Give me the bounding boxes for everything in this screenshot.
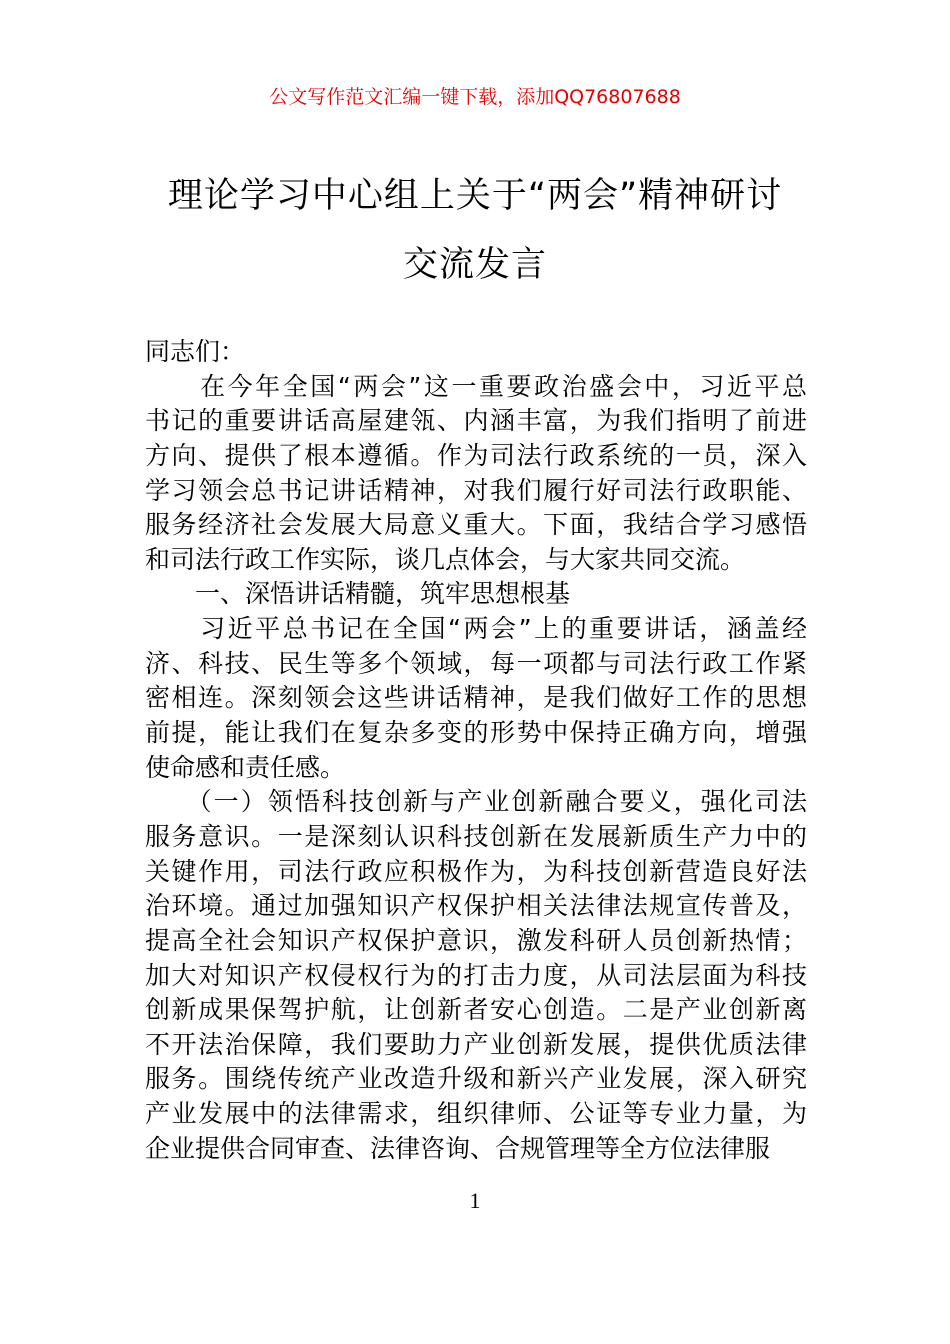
- body-text-line: 前提，能让我们在复杂多变的形势中保持正确方向，增强: [145, 718, 807, 748]
- body-text-line: 创新成果保驾护航，让创新者安心创造。二是产业创新离: [145, 995, 807, 1025]
- body-text-line: 同志们：: [145, 337, 246, 366]
- body-text-line: 不开法治保障，我们要助力产业创新发展，提供优质法律: [145, 1029, 807, 1059]
- body-text-line: 在今年全国“两会”这一重要政治盛会中，习近平总: [145, 371, 807, 401]
- download-banner: 公文写作范文汇编一键下载，添加QQ76807688: [269, 86, 681, 108]
- document-title-line-2: 交流发言: [402, 245, 547, 285]
- body-text-line: 一、深悟讲话精髓，筑牢思想根基: [145, 579, 571, 609]
- document-title-line-1: 理论学习中心组上关于“两会”精神研讨: [167, 176, 783, 216]
- body-text-line: 加大对知识产权侵权行为的打击力度，从司法层面为科技: [145, 960, 807, 990]
- body-text-line: 关键作用，司法行政应积极作为，为科技创新营造良好法: [145, 856, 807, 886]
- body-text-line: 服务经济社会发展大局意义重大。下面，我结合学习感悟: [145, 510, 807, 540]
- body-text-line: 书记的重要讲话高屋建瓴、内涵丰富，为我们指明了前进: [145, 406, 807, 436]
- body-text-line: 提高全社会知识产权保护意识，激发科研人员创新热情；: [145, 925, 807, 955]
- body-text-line: 习近平总书记在全国“两会”上的重要讲话，涵盖经: [145, 614, 807, 644]
- body-text-line: 使命感和责任感。: [145, 752, 346, 782]
- body-text-line: （一）领悟科技创新与产业创新融合要义，强化司法: [145, 787, 807, 817]
- body-text-line: 和司法行政工作实际，谈几点体会，与大家共同交流。: [145, 544, 746, 574]
- body-text-line: 服务。围绕传统产业改造升级和新兴产业发展，深入研究: [145, 1064, 807, 1094]
- body-text-line: 企业提供合同审查、法律咨询、合规管理等全方位法律服: [145, 1133, 771, 1163]
- page-number: 1: [469, 1188, 481, 1213]
- document-body: [145, 335, 807, 1166]
- body-text-line: 服务意识。一是深刻认识科技创新在发展新质生产力中的: [145, 821, 807, 851]
- body-text-line: 产业发展中的法律需求，组织律师、公证等专业力量，为: [145, 1099, 807, 1129]
- body-text-line: 济、科技、民生等多个领域，每一项都与司法行政工作紧: [145, 648, 807, 678]
- body-text-line: 治环境。通过加强知识产权保护相关法律法规宣传普及，: [145, 891, 807, 921]
- body-text-line: 方向、提供了根本遵循。作为司法行政系统的一员，深入: [145, 440, 807, 470]
- body-text-line: 密相连。深刻领会这些讲话精神，是我们做好工作的思想: [145, 683, 807, 713]
- body-text-line: 学习领会总书记讲话精神，对我们履行好司法行政职能、: [145, 475, 807, 505]
